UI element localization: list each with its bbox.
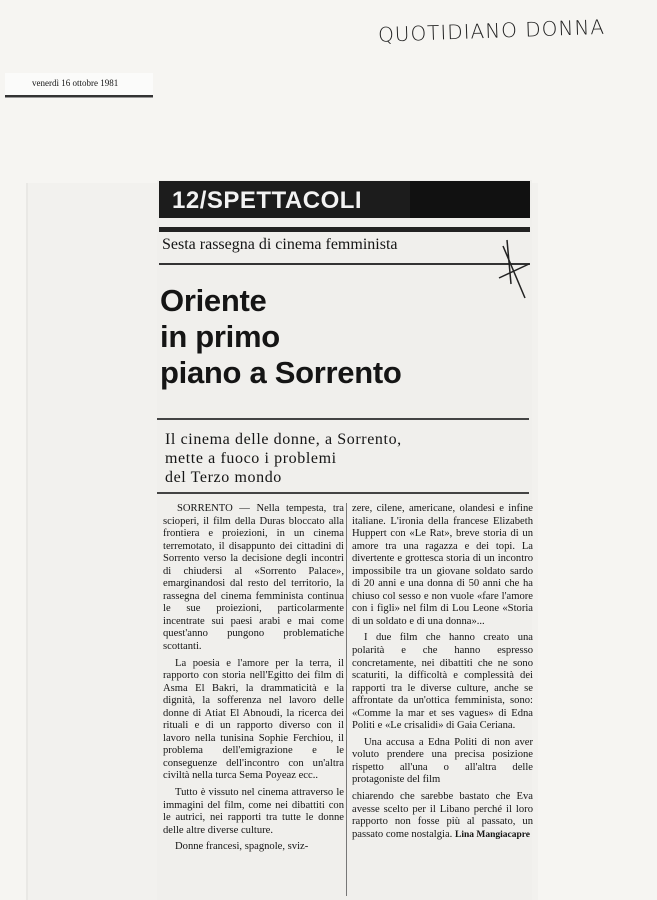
- subhead: Sesta rassegna di cinema femminista: [162, 236, 398, 253]
- deck-line: mette a fuoco i problemi: [165, 450, 337, 467]
- paragraph: [352, 791, 533, 841]
- rule-thin: [159, 263, 530, 265]
- rule-deck: [157, 492, 529, 494]
- deck: [165, 430, 515, 487]
- byline: Lina Mangiacapre: [454, 829, 531, 840]
- headline-line: piano a Sorrento: [160, 355, 402, 390]
- paragraph: I due film che hanno creato una polarità e che hanno espresso concretamente, nei dibattiti che ne sono scaturiti, la difficoltà e complessità dei rapporti tra le diverse culture, anche se affrontate da un'ottica femminista, sono: «Comme la mar et ses vagues» di Edna Politi e «Le crisalidi» di Gaia Ceriana.: [352, 632, 533, 732]
- deck-line: del Terzo mondo: [165, 469, 282, 486]
- headline-line: in primo: [160, 319, 280, 354]
- rule-mid: [157, 418, 529, 420]
- paragraph: zere, cilene, americane, olandesi e infine italiane. L'ironia della francese Elizabeth Huppert con «Le Rat», breve storia di un amore tra una ragazza e dei topi. La divertente e grottesca storia di un incontro impossibile tra un giovane soldato sardo di 20 anni e una donna di 50 anni che ha chiuso col sesso e non vuole «fare l'amore con i figli» nel film di Lou Leone «Storia di un soldato e di una donna»...: [352, 503, 533, 627]
- date-strip: [5, 73, 153, 97]
- headline: [160, 283, 520, 391]
- column-divider: [346, 503, 347, 896]
- rule-thick: [159, 227, 530, 232]
- deck-line: Il cinema delle donne, a Sorrento,: [165, 431, 402, 448]
- paragraph: La poesia e l'amore per la terra, il rapporto con storia nell'Egitto dei film di Asma El Bakri, la drammaticità e la dignità, la sofferenza nel lavoro delle donne di Atiat El Abnoudi, la ricerca dei rituali e di un rapporto diverso con il lavoro nella tunisina Sophie Ferchiou, il problema dell'emigrazione e le conseguenze dell'incontro con un'altra civiltà nella turca Sema Poyeaz ecc..: [163, 657, 344, 782]
- article-column-2: [352, 503, 533, 845]
- paragraph: Tutto è vissuto nel cinema attraverso le immagini del film, come nei dibattiti con le autrici, nei rapporti tra tutte le donne delle altre diverse culture.: [163, 787, 344, 836]
- section-title: 12/SPETTACOLI: [172, 187, 363, 214]
- paragraph: SORRENTO — Nella tempesta, tra scioperi, il film della Duras bloccato alla frontiera e proiezioni, in un cinema terremotato, il disappunto dei cittadini di Sorrento verso la decisione degli incontri di chiudersi al «Sorrento Palace», emarginandosi dal resto del territorio, la rassegna del cinema femminista continua le sue proiezioni, particolarmente incentrate sui paesi arabi e mai come quest'anno pungono problematiche scottanti.: [163, 503, 344, 653]
- article-column-1: [163, 503, 344, 858]
- paragraph: Una accusa a Edna Politi di non aver voluto prendere una precisa posizione rispetto all'una o all'altra delle protagoniste del film: [352, 736, 533, 786]
- date-text: venerdì 16 ottobre 1981: [32, 78, 119, 88]
- headline-line: Oriente: [160, 283, 267, 318]
- paragraph: Donne francesi, spagnole, sviz-: [175, 841, 309, 853]
- paragraph-text: chiarendo che sarebbe bastato che Eva avesse scelto per il Libano perché il loro rapporto non fosse più al passato, un passato come nostalgia.: [352, 791, 533, 840]
- handwritten-label: QUOTIDIANO DONNA: [377, 14, 606, 47]
